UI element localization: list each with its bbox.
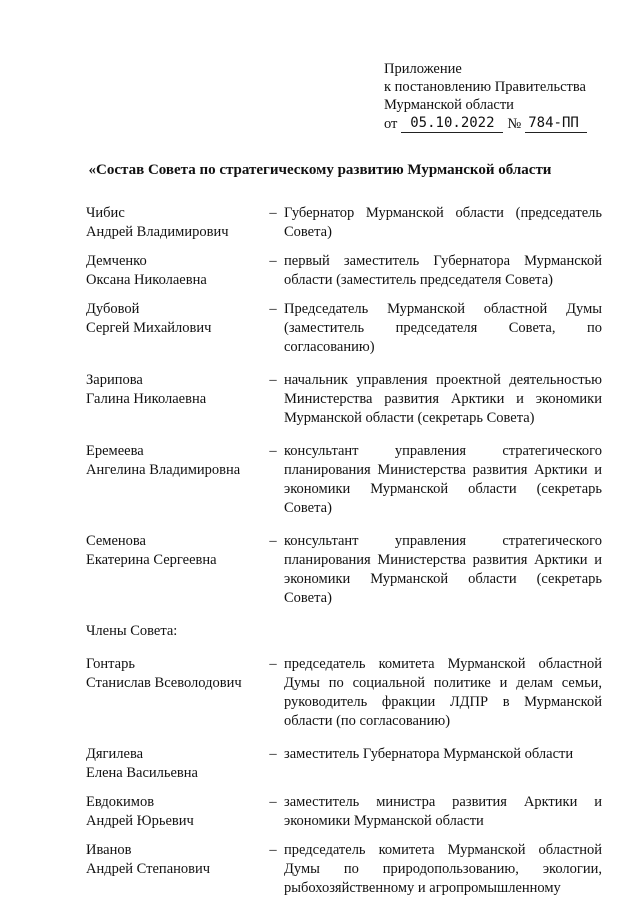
member-name <box>86 252 262 290</box>
dash-separator: – <box>269 301 277 317</box>
member-surname: Гонтарь <box>86 656 135 672</box>
dash-separator: – <box>269 842 277 858</box>
member-surname: Чибис <box>86 205 125 221</box>
member-given-names: Станислав Всеволодович <box>86 675 242 691</box>
member-role: первый заместитель Губернатора Мурманской области (заместитель председателя Совета) <box>284 253 602 288</box>
member-given-names: Елена Васильевна <box>86 765 198 781</box>
member-surname: Дягилева <box>86 746 144 762</box>
member-row <box>86 532 602 608</box>
member-row <box>86 655 602 731</box>
number-label: № <box>507 116 522 132</box>
member-row <box>86 300 602 357</box>
document-title: «Состав Совета по стратегическому развитию Мурманской области <box>88 162 552 178</box>
member-role: заместитель министра развития Арктики и экономики Мурманской области <box>284 794 602 829</box>
appendix-block <box>384 60 591 133</box>
member-given-names: Сергей Михайлович <box>86 320 212 336</box>
member-surname: Демченко <box>86 253 147 269</box>
dash-separator: – <box>269 205 277 221</box>
resolution-number: 784-ПП <box>525 114 587 133</box>
member-role: консультант управления стратегического планирования Министерства развития Арктики и экономики Мурманской области (секретарь Совета) <box>284 533 602 606</box>
member-name <box>86 300 262 357</box>
member-surname: Еремеева <box>86 443 144 459</box>
appendix-date-line <box>384 114 591 133</box>
member-name <box>86 442 262 518</box>
dash-separator: – <box>269 794 277 810</box>
member-row <box>86 371 602 428</box>
member-role: Губернатор Мурманской области (председатель Совета) <box>284 205 602 240</box>
member-row <box>86 745 602 783</box>
member-role: заместитель Губернатора Мурманской области <box>284 746 574 762</box>
appendix-heading: Приложение <box>384 61 462 77</box>
member-name <box>86 745 262 783</box>
member-surname: Семенова <box>86 533 146 549</box>
member-surname: Зарипова <box>86 372 143 388</box>
member-role: председатель комитета Мурманской областной Думы по природопользованию, экологии, рыбохозяйственному и агропромышленному <box>284 842 602 896</box>
council-members-heading: Члены Совета: <box>86 623 178 639</box>
dash-separator: – <box>269 533 277 549</box>
dash-separator: – <box>269 372 277 388</box>
dash-separator: – <box>269 253 277 269</box>
member-name <box>86 841 262 898</box>
appendix-resolution: к постановлению Правительства <box>384 79 586 95</box>
resolution-date: 05.10.2022 <box>401 114 503 133</box>
member-row <box>86 204 602 242</box>
member-name <box>86 371 262 428</box>
member-given-names: Екатерина Сергеевна <box>86 552 217 568</box>
member-given-names: Галина Николаевна <box>86 391 207 407</box>
member-given-names: Андрей Владимирович <box>86 224 229 240</box>
member-given-names: Андрей Юрьевич <box>86 813 194 829</box>
member-row <box>86 793 602 831</box>
council-composition <box>86 204 602 898</box>
member-name <box>86 204 262 242</box>
member-role: начальник управления проектной деятельностью Министерства развития Арктики и экономики Мурманской области (секретарь Совета) <box>284 372 602 426</box>
member-row <box>86 252 602 290</box>
member-given-names: Ангелина Владимировна <box>86 462 241 478</box>
member-surname: Евдокимов <box>86 794 155 810</box>
member-name <box>86 532 262 608</box>
from-label: от <box>384 116 398 132</box>
dash-separator: – <box>269 443 277 459</box>
member-surname: Дубовой <box>86 301 140 317</box>
member-surname: Иванов <box>86 842 132 858</box>
dash-separator: – <box>269 656 277 672</box>
appendix-region: Мурманской области <box>384 97 514 113</box>
member-role: председатель комитета Мурманской областной Думы по социальной политике и делам семьи, руководитель фракции ЛДПР в Мурманской области (по согласованию) <box>284 656 602 729</box>
member-given-names: Андрей Степанович <box>86 861 211 877</box>
member-name <box>86 793 262 831</box>
member-given-names: Оксана Николаевна <box>86 272 207 288</box>
member-role: консультант управления стратегического планирования Министерства развития Арктики и экономики Мурманской области (секретарь Совета) <box>284 443 602 516</box>
member-row <box>86 841 602 898</box>
member-role: Председатель Мурманской областной Думы (заместитель председателя Совета, по согласованию) <box>284 301 602 355</box>
member-name <box>86 655 262 731</box>
member-row <box>86 442 602 518</box>
dash-separator: – <box>269 746 277 762</box>
